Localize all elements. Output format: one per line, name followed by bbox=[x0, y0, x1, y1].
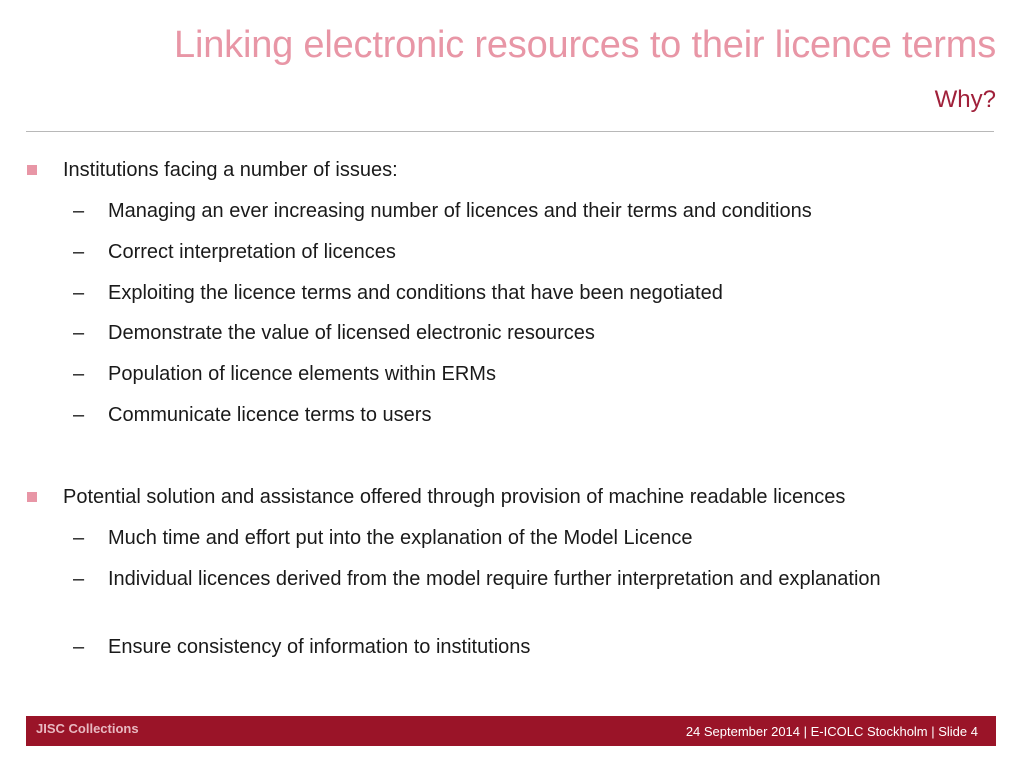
sub-item-text: Individual licences derived from the model require further interpretation and explanation bbox=[108, 568, 881, 590]
square-bullet-icon bbox=[27, 492, 37, 502]
sub-item bbox=[73, 280, 968, 306]
sub-item-text: Ensure consistency of information to institutions bbox=[108, 636, 531, 658]
square-bullet-icon bbox=[27, 165, 37, 175]
sub-item bbox=[73, 525, 968, 551]
slide-subtitle: Why? bbox=[934, 86, 996, 113]
footer-organization: JISC Collections bbox=[36, 721, 139, 736]
sub-item-text: Population of licence elements within ERMs bbox=[108, 363, 496, 385]
sub-item-text: Much time and effort put into the explanation of the Model Licence bbox=[108, 527, 693, 549]
dash-icon: – bbox=[73, 568, 85, 590]
bullet-text: Institutions facing a number of issues: bbox=[63, 159, 398, 181]
dash-icon: – bbox=[73, 363, 85, 385]
title-divider bbox=[26, 131, 994, 132]
sub-item-text: Exploiting the licence terms and conditions that have been negotiated bbox=[108, 282, 723, 304]
sub-item bbox=[73, 198, 968, 224]
dash-icon: – bbox=[73, 404, 85, 426]
dash-icon: – bbox=[73, 241, 85, 263]
sub-item bbox=[73, 239, 968, 265]
dash-icon: – bbox=[73, 282, 85, 304]
sub-item-text: Communicate licence terms to users bbox=[108, 404, 432, 426]
footer-slide-info: 24 September 2014 | E-ICOLC Stockholm | Slide 4 bbox=[685, 724, 978, 739]
bullet-item bbox=[63, 157, 398, 183]
dash-icon: – bbox=[73, 200, 85, 222]
sub-item bbox=[73, 566, 888, 592]
slide-title: Linking electronic resources to their licence terms bbox=[174, 24, 996, 66]
sub-item-text: Managing an ever increasing number of licences and their terms and conditions bbox=[108, 200, 812, 222]
sub-item bbox=[73, 634, 968, 660]
bullet-text: Potential solution and assistance offered through provision of machine readable licences bbox=[63, 486, 846, 508]
sub-item bbox=[73, 320, 968, 346]
dash-icon: – bbox=[73, 527, 85, 549]
dash-icon: – bbox=[73, 322, 85, 344]
sub-item bbox=[73, 402, 968, 428]
sub-item-text: Correct interpretation of licences bbox=[108, 241, 396, 263]
sub-item bbox=[73, 361, 968, 387]
sub-item-text: Demonstrate the value of licensed electronic resources bbox=[108, 322, 595, 344]
footer-bar bbox=[26, 716, 996, 746]
bullet-item bbox=[63, 484, 845, 510]
dash-icon: – bbox=[73, 636, 85, 658]
